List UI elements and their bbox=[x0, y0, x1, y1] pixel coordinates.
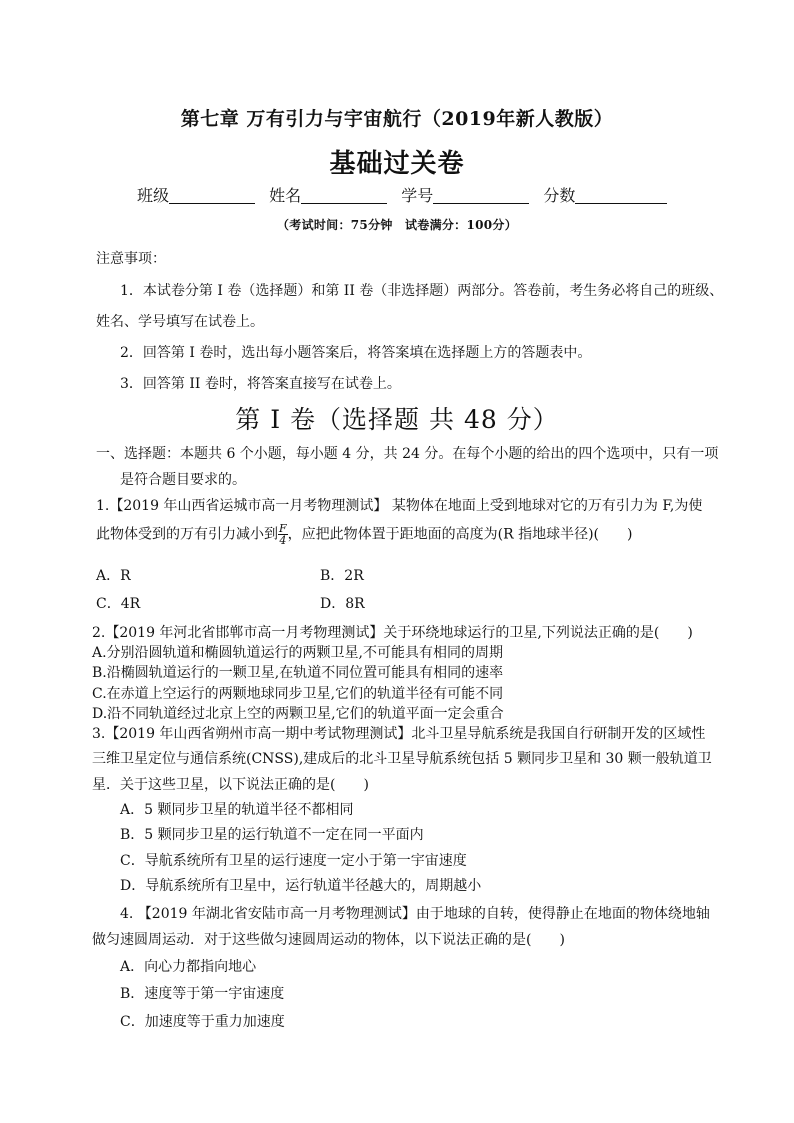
note-item-1: 1．本试卷分第 I 卷（选择题）和第 II 卷（非选择题）两部分。答卷前，考生务必将自己的班级、 bbox=[120, 283, 724, 299]
q3-option-a: A．5 颗同步卫星的轨道半径不都相同 bbox=[120, 802, 354, 818]
q1-option-b: B．2R bbox=[320, 568, 364, 584]
note-item-3: 3．回答第 II 卷时，将答案直接写在试卷上。 bbox=[120, 376, 401, 392]
fraction-denominator: 4 bbox=[279, 534, 287, 547]
q3-stem-line2: 三维卫星定位与通信系统(CNSS),建成后的北斗卫星导航系统包括 5 颗同步卫星和 30 颗一般轨道卫 bbox=[92, 751, 712, 767]
q3-option-b: B．5 颗同步卫星的运行轨道不一定在同一平面内 bbox=[120, 827, 424, 843]
chapter-title: 第七章 万有引力与宇宙航行（2019年新人教版） bbox=[180, 108, 614, 130]
q2-option-c: C.在赤道上空运行的两颗地球同步卫星,它们的轨道半径有可能不同 bbox=[92, 686, 504, 702]
name-label: 姓名 bbox=[269, 186, 302, 205]
q4-stem-line2: 做匀速圆周运动．对于这些做匀速圆周运动的物体，以下说法正确的是( ) bbox=[92, 932, 565, 948]
notes-heading: 注意事项： bbox=[96, 251, 166, 267]
q1-stem-line2 bbox=[96, 523, 632, 546]
id-blank[interactable] bbox=[433, 187, 529, 204]
q3-option-d: D．导航系统所有卫星中，运行轨道半径越大的，周期越小 bbox=[120, 878, 482, 894]
student-info-fields bbox=[137, 183, 667, 206]
q3-stem-line1: 3.【2019 年山西省朔州市高一期中考试物理测试】北斗卫星导航系统是我国自行研制开发的区域性 bbox=[92, 726, 706, 742]
time-info: （考试时间：75分钟 试卷满分：100分） bbox=[276, 218, 518, 232]
note-item-1-cont: 姓名、学号填写在试卷上。 bbox=[96, 314, 264, 330]
section-instructions-2: 是符合题目要求的。 bbox=[120, 472, 246, 488]
score-label: 分数 bbox=[543, 186, 576, 205]
q1-option-a: A．R bbox=[96, 568, 131, 584]
paper-title: 基础过关卷 bbox=[329, 149, 465, 179]
q2-option-a: A.分别沿圆轨道和椭圆轨道运行的两颗卫星,不可能具有相同的周期 bbox=[92, 645, 504, 661]
q2-stem: 2.【2019 年河北省邯郸市高一月考物理测试】关于环绕地球运行的卫星,下列说法正确的是( ) bbox=[92, 625, 693, 641]
note-item-2: 2．回答第 I 卷时，选出每小题答案后，将答案填在选择题上方的答题表中。 bbox=[120, 345, 592, 361]
q4-option-a: A．向心力都指向地心 bbox=[120, 959, 257, 975]
class-label: 班级 bbox=[137, 186, 170, 205]
q4-option-c: C．加速度等于重力加速度 bbox=[120, 1014, 285, 1030]
fraction-numerator: F bbox=[279, 522, 287, 535]
q1-text-after: ，应把此物体置于距地面的高度为(R 指地球半径)( ) bbox=[287, 526, 633, 543]
section-instructions-1: 一、选择题：本题共 6 个小题，每小题 4 分，共 24 分。在每个小题的给出的四个选项中，只有一项 bbox=[96, 446, 719, 462]
id-label: 学号 bbox=[401, 186, 434, 205]
q4-option-b: B．速度等于第一宇宙速度 bbox=[120, 986, 285, 1002]
q2-option-d: D.沿不同轨道经过北京上空的两颗卫星,它们的轨道平面一定会重合 bbox=[92, 706, 504, 722]
q1-text-before: 此物体受到的万有引力减小到 bbox=[96, 526, 278, 543]
name-blank[interactable] bbox=[301, 187, 387, 204]
class-blank[interactable] bbox=[169, 187, 255, 204]
section-title: 第 I 卷（选择题 共 48 分） bbox=[235, 405, 559, 434]
q3-option-c: C．导航系统所有卫星的运行速度一定小于第一宇宙速度 bbox=[120, 853, 467, 869]
q1-stem-line1: 1.【2019 年山西省运城市高一月考物理测试】 某物体在地面上受到地球对它的万有引力为 F,为使 bbox=[96, 498, 703, 514]
q1-option-d: D．8R bbox=[320, 596, 365, 612]
q4-stem-line1: 4. 【2019 年湖北省安陆市高一月考物理测试】由于地球的自转，使得静止在地面的物体绕地轴 bbox=[120, 906, 710, 922]
score-blank[interactable] bbox=[575, 187, 667, 204]
fraction bbox=[278, 523, 288, 546]
q2-option-b: B.沿椭圆轨道运行的一颗卫星,在轨道不同位置可能具有相同的速率 bbox=[92, 665, 504, 681]
q3-stem-line3: 星．关于这些卫星，以下说法正确的是( ) bbox=[92, 777, 369, 793]
q1-option-c: C．4R bbox=[96, 596, 141, 612]
